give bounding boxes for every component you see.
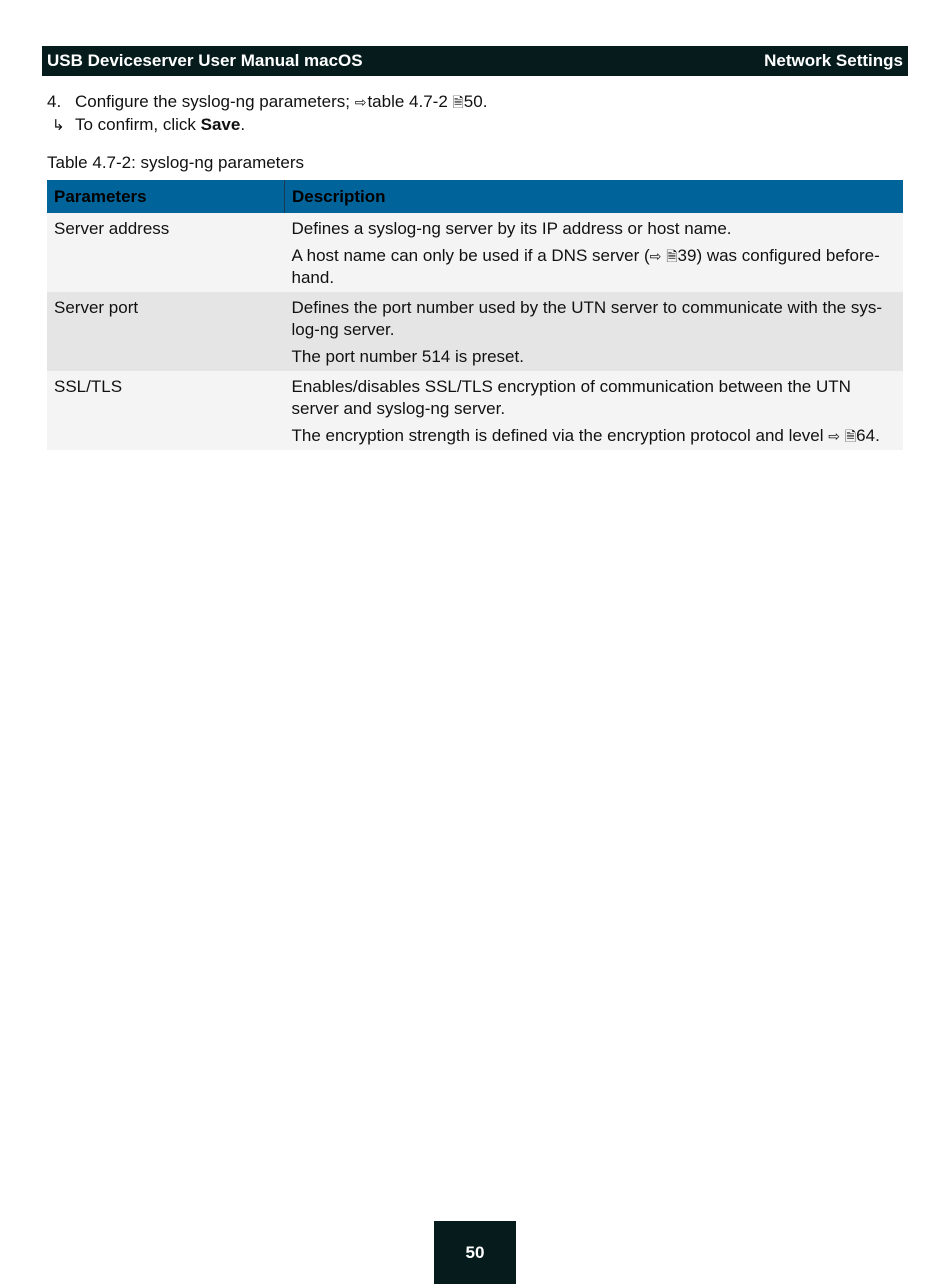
result-end: . <box>240 115 246 134</box>
table-reference-link[interactable] <box>367 92 482 111</box>
running-header <box>42 46 908 76</box>
page-icon: 🗎 <box>666 248 678 264</box>
description-cell <box>285 292 904 371</box>
table-header-row <box>47 180 903 213</box>
parameter-cell: Server port <box>47 292 285 371</box>
description-text: The port number 514 is preset. <box>291 347 524 366</box>
page-icon: 🗎 <box>844 428 857 444</box>
step-end: . <box>482 92 488 111</box>
description-fragment: The encryption strength is defined via the encryption protocol and level <box>291 426 829 445</box>
page-icon: 🗎 <box>452 94 464 110</box>
description-fragment: A host name can only be used if a DNS server ( <box>291 246 650 265</box>
result-text: To confirm, click <box>75 115 201 134</box>
description-text: Defines a syslog-ng server by its IP address or host name. <box>291 219 732 238</box>
description-cell <box>285 371 904 450</box>
page-reference-number: 39 <box>677 246 697 265</box>
parameter-cell: Server address <box>47 213 285 292</box>
table-row <box>47 292 903 371</box>
step-instruction <box>47 90 487 114</box>
step-number: 4. <box>47 92 62 111</box>
description-cell <box>285 213 904 292</box>
arrow-right-icon: ⇨ <box>828 428 844 444</box>
table-row <box>47 371 903 450</box>
description-text <box>292 245 897 289</box>
description-text <box>292 425 897 447</box>
column-header-parameters: Parameters <box>47 180 285 213</box>
page-reference-number: 64 <box>856 426 876 445</box>
page-reference-link[interactable] <box>650 246 697 265</box>
table-reference-page: 50 <box>463 92 483 111</box>
step-text: Configure the syslog-ng parameters; <box>75 92 355 111</box>
arrow-right-icon: ⇨ <box>354 94 367 110</box>
description-text: Enables/disables SSL/TLS encryption of communication between the UTN server and syslog-ng server. <box>291 377 851 418</box>
arrow-right-icon: ⇨ <box>649 248 666 264</box>
chapter-title: Network Settings <box>764 51 903 70</box>
step-result <box>52 113 245 137</box>
manual-title: USB Deviceserver User Manual macOS <box>47 51 363 70</box>
return-arrow-icon: ↳ <box>52 117 65 134</box>
table-caption: Table 4.7-2: syslog-ng parameters <box>47 153 305 172</box>
save-label: Save <box>200 115 241 134</box>
page-reference-link[interactable] <box>828 426 875 445</box>
description-text: Defines the port number used by the UTN server to communicate with the sys-log-ng server. <box>291 298 883 339</box>
description-fragment: ) was configured before-hand. <box>291 246 880 287</box>
syslog-parameters-table <box>47 180 903 450</box>
description-fragment: . <box>875 426 880 445</box>
parameter-cell: SSL/TLS <box>47 371 285 450</box>
page-number: 50 <box>434 1221 516 1284</box>
column-header-description: Description <box>285 180 904 213</box>
table-row <box>47 213 903 292</box>
table-reference-text: table 4.7-2 <box>367 92 453 111</box>
